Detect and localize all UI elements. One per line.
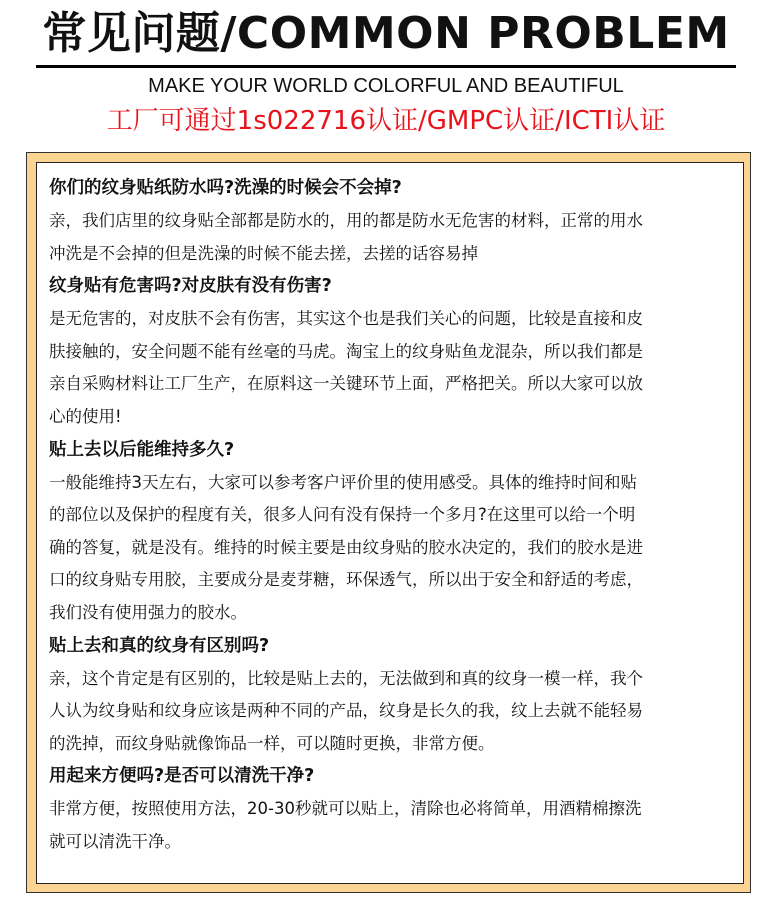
- faq-answer-line: 非常方便，按照使用方法，20-30秒就可以贴上，清除也必将简单，用酒精棉擦洗: [49, 799, 642, 819]
- faq-answer-line: 我们没有使用强力的胶水。: [49, 602, 247, 622]
- faq-answer-line: 是无危害的，对皮肤不会有伤害，其实这个也是我们关心的问题，比较是直接和皮: [49, 309, 643, 329]
- faq-answer-line: 就可以清洗干净。: [49, 831, 181, 851]
- faq-answer-line: 的洗掉，而纹身贴就像饰品一样，可以随时更换，非常方便。: [49, 733, 495, 753]
- faq-answer-line: 确的答复，就是没有。维持的时候主要是由纹身贴的胶水决定的，我们的胶水是进: [49, 537, 643, 557]
- subtitle: MAKE YOUR WORLD COLORFUL AND BEAUTIFUL: [148, 75, 624, 97]
- faq-answer-line: 亲自采购材料让工厂生产，在原料这一关键环节上面，严格把关。所以大家可以放: [49, 374, 643, 394]
- faq-answer-line: 亲，我们店里的纹身贴全部都是防水的，用的都是防水无危害的材料，正常的用水: [49, 211, 643, 230]
- faq-answer-line: 心的使用!: [49, 406, 122, 426]
- faq-panel: [36, 162, 744, 884]
- title-divider: [36, 65, 736, 68]
- faq-answer-line: 亲，这个肯定是有区别的，比较是贴上去的，无法做到和真的纹身一模一样，我个: [49, 668, 643, 688]
- faq-question: 纹身贴有危害吗?对皮肤有没有伤害?: [49, 276, 332, 297]
- faq-answer-line: 人认为纹身贴和纹身应该是两种不同的产品，纹身是长久的我，纹上去就不能轻易: [49, 701, 643, 721]
- faq-question: 你们的纹身贴纸防水吗?洗澡的时候会不会掉?: [49, 178, 402, 198]
- faq-answer-line: 口的纹身贴专用胶，主要成分是麦芽糖，环保透气，所以出于安全和舒适的考虑，: [49, 570, 643, 590]
- faq-answer-line: 冲洗是不会掉的但是洗澡的时候不能去搓，去搓的话容易掉: [49, 243, 478, 263]
- faq-question: 贴上去和真的纹身有区别吗?: [49, 635, 270, 656]
- faq-answer-line: 一般能维持3天左右，大家可以参考客户评价里的使用感受。具体的维持时间和贴: [49, 472, 637, 492]
- faq-answer-line: 肤接触的，安全问题不能有丝毫的马虎。淘宝上的纹身贴鱼龙混杂，所以我们都是: [49, 341, 643, 361]
- faq-question: 贴上去以后能维持多久?: [49, 439, 235, 460]
- page-title: 常见问题/COMMON PROBLEM: [42, 8, 730, 59]
- faq-answer-line: 的部位以及保护的程度有关，很多人问有没有保持一个多月?在这里可以给一个明: [49, 505, 636, 525]
- certification-text: 工厂可通过1s022716认证/GMPC认证/ICTI认证: [106, 106, 666, 136]
- faq-question: 用起来方便吗?是否可以清洗干净?: [49, 766, 315, 787]
